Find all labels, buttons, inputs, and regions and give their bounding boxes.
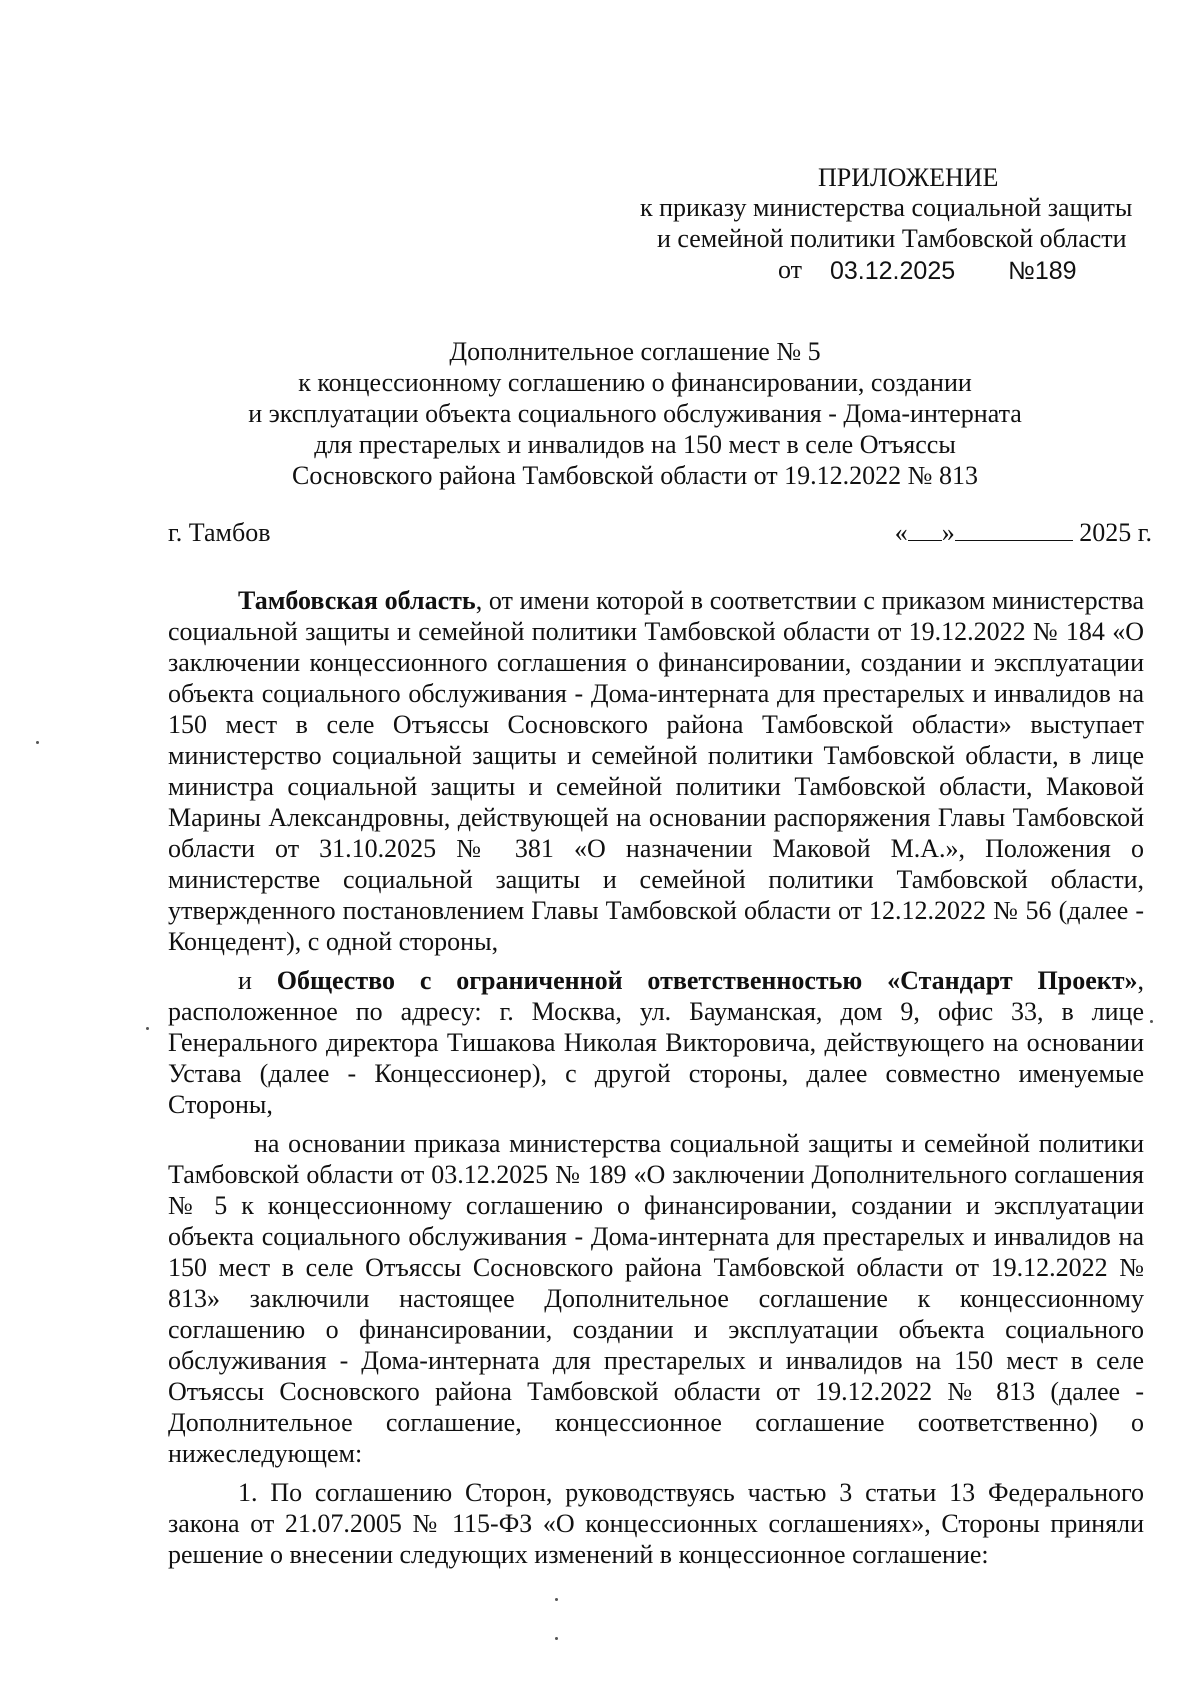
signing-date-line [895, 518, 1152, 548]
paragraph-item-1: 1. По соглашению Сторон, руководствуясь частью 3 статьи 13 Федерального закона от 21.07.2005 № 115-ФЗ «О концессионных соглашениях», Стороны приняли решение о внесении следующих изменений в концессионное соглашение: [168, 1478, 1144, 1569]
appendix-date-prefix: от [778, 255, 803, 284]
appendix-line-1: к приказу министерства социальной защиты [640, 193, 1133, 222]
scan-speck [555, 1637, 558, 1640]
month-blank [955, 520, 1073, 541]
title-line-5: Сосновского района Тамбовской области от 19.12.2022 № 813 [292, 461, 978, 490]
scan-speck [1150, 1020, 1153, 1023]
paragraph-basis: на основании приказа министерства социальной защиты и семейной политики Тамбовской области от 03.12.2025 № 189 «О заключении Дополнительного соглашения № 5 к концессионному соглашению о финансировании, создании и эксплуатации объекта социального обслуживания - Дома-интерната для престарелых и инвалидов на 150 мест в селе Отъяссы Сосновского района Тамбовской области от 19.12.2022 № 813» заключили настоящее Дополнительное соглашение к концессионному соглашению о финансировании, создании и эксплуатации объекта социального обслуживания - Дома-интерната для престарелых и инвалидов на 150 мест в селе Отъяссы Сосновского района Тамбовской области от 19.12.2022 № 813 (далее - Дополнительное соглашение, концессионное соглашение соответственно) о нижеследующем: [168, 1129, 1144, 1468]
place-of-signing: г. Тамбов [168, 518, 271, 547]
title-line-2: к концессионному соглашению о финансировании, создании [298, 368, 972, 397]
title-line-1: Дополнительное соглашение № 5 [449, 337, 821, 366]
day-blank [908, 520, 942, 541]
title-line-3: и эксплуатации объекта социального обслуживания - Дома-интерната [248, 399, 1022, 428]
scan-speck [146, 1027, 149, 1030]
scan-speck [36, 741, 39, 744]
open-quote: « [894, 518, 908, 547]
concessionaire-text: , расположенное по адресу: г. Москва, ул. Бауманская, дом 9, офис 33, в лице Генерального директора Тишакова Николая Викторовича, действующего на основании Устава (далее - Концессионер), с другой стороны, далее совместно именуемые Стороны, [168, 966, 1144, 1119]
concessionaire-name: Общество с ограниченной ответственностью «Стандарт Проект» [276, 966, 1138, 995]
scan-speck [555, 1598, 558, 1601]
grantor-text: , от имени которой в соответствии с приказом министерства социальной защиты и семейной политики Тамбовской области от 19.12.2022 № 184 «О заключении концессионного соглашения о финансировании, создании и эксплуатации объекта социального обслуживания - Дома-интерната для престарелых и инвалидов на 150 мест в селе Отъяссы Сосновского района Тамбовской области» выступает министерство социальной защиты и семейной политики Тамбовской области, в лице министра социальной защиты и семейной политики Тамбовской области, Маковой Марины Александровны, действующей на основании распоряжения Главы Тамбовской области от 31.10.2025 № 381 «О назначении Маковой М.А.», Положения о министерстве социальной защиты и семейной политики Тамбовской области, утвержденного постановлением Главы Тамбовской области от 12.12.2022 № 56 (далее - Концедент), с одной стороны, [168, 586, 1144, 956]
title-line-4: для престарелых и инвалидов на 150 мест в селе Отъяссы [314, 430, 956, 459]
concessionaire-prefix: и [238, 966, 277, 995]
appendix-date: 03.12.2025 [830, 257, 956, 285]
appendix-line-2: и семейной политики Тамбовской области [657, 224, 1127, 253]
document-title [180, 336, 1090, 491]
document-body [168, 585, 1144, 1578]
grantor-name: Тамбовская область [238, 586, 476, 615]
year: 2025 г. [1079, 518, 1152, 547]
appendix-title: ПРИЛОЖЕНИЕ [818, 163, 999, 192]
paragraph-grantor [168, 585, 1144, 957]
close-quote: » [941, 518, 955, 547]
paragraph-concessionaire [168, 965, 1144, 1120]
appendix-number: №189 [1008, 257, 1077, 285]
